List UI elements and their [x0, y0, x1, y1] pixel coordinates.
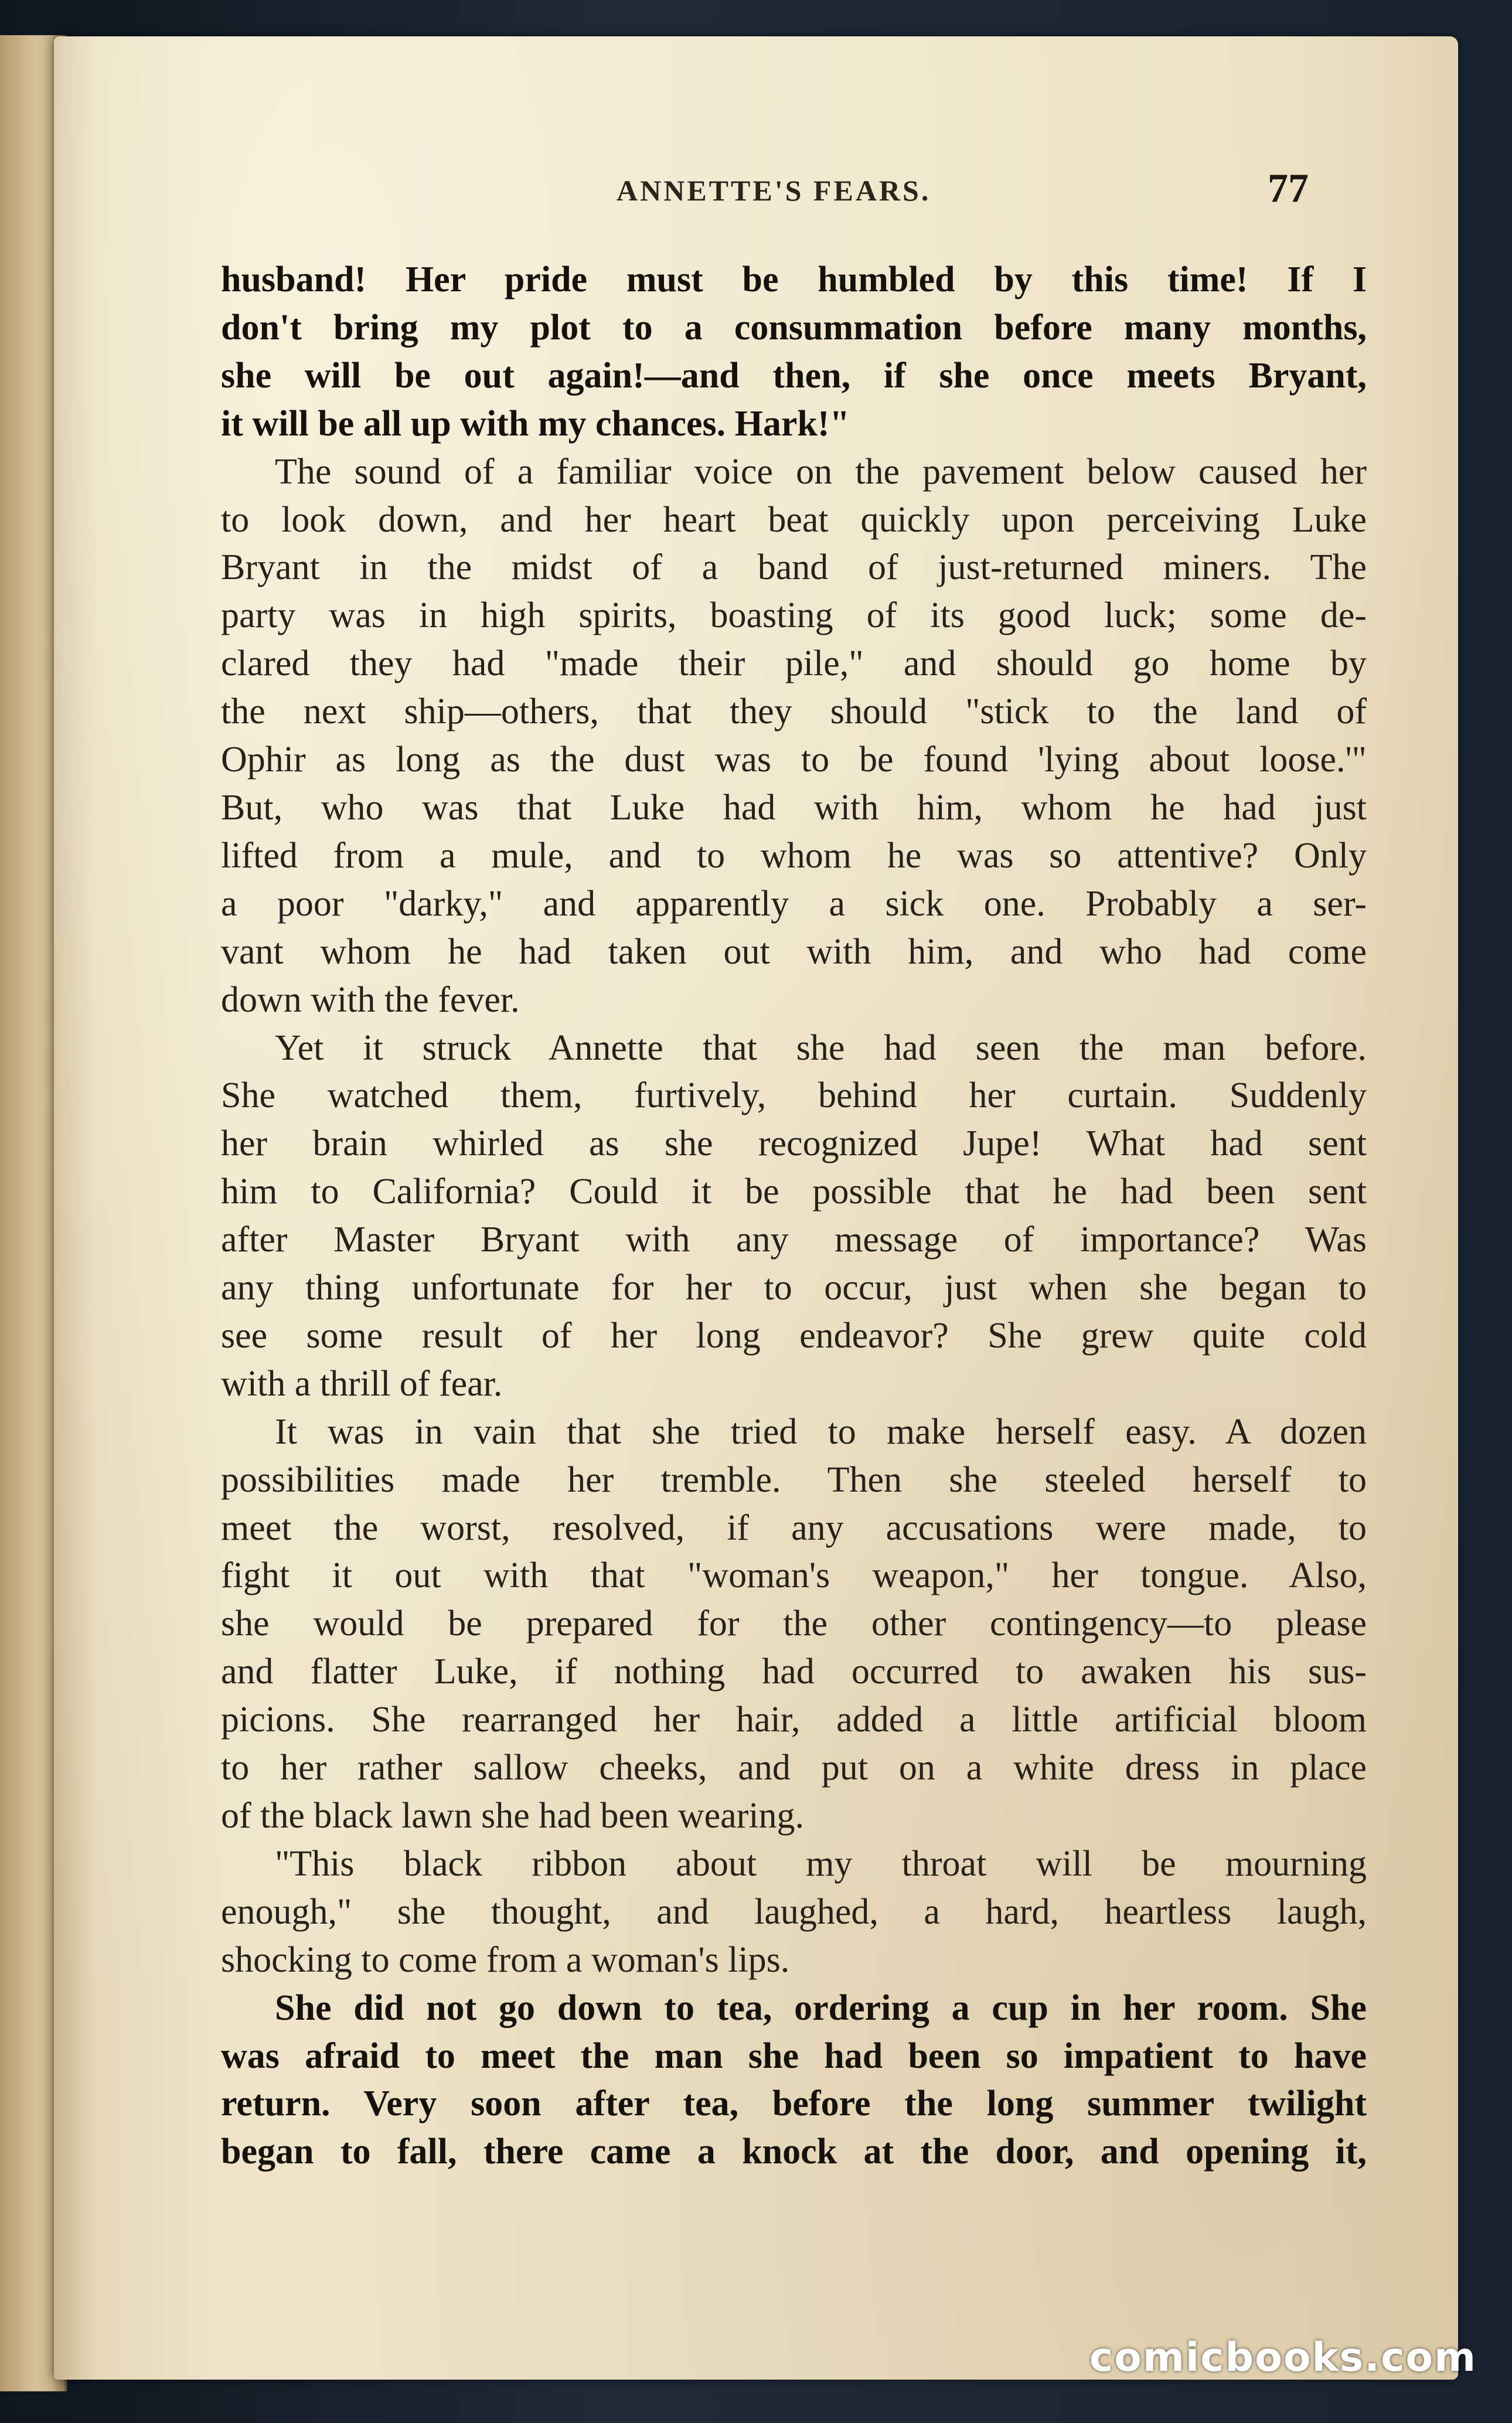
site-watermark: comicbooks.com [1089, 2334, 1477, 2381]
text-line: down with the fever. [221, 979, 520, 1020]
text-line: meet the worst, resolved, if any accusations were made, to [221, 1507, 1367, 1548]
text-line: Ophir as long as the dust was to be found 'lying about loose.'" [221, 740, 1367, 780]
text-line: a poor "darky," and apparently a sick one. Probably a ser- [221, 883, 1367, 924]
text-line: to look down, and her heart beat quickly upon perceiving Luke [221, 499, 1367, 540]
text-line: any thing unfortunate for her to occur, just when she began to [221, 1268, 1367, 1308]
text-line: the next ship—others, that they should "stick to the land of [221, 692, 1367, 732]
text-line: picions. She rearranged her hair, added a little artificial bloom [221, 1700, 1367, 1740]
text-line: her brain whirled as she recognized Jupe! What had sent [221, 1124, 1367, 1164]
text-line: husband! Her pride must be humbled by this time! If I [221, 260, 1367, 300]
text-line: "This black ribbon about my throat will be mourning [275, 1843, 1367, 1884]
text-line: possibilities made her tremble. Then she steeled herself to [221, 1459, 1367, 1500]
text-line: It was in vain that she tried to make herself easy. A dozen [275, 1411, 1367, 1452]
running-head-title: ANNETTE'S FEARS. [617, 174, 931, 207]
text-line: enough," she thought, and laughed, a hard, heartless laugh, [221, 1891, 1367, 1932]
book-page [54, 36, 1458, 2380]
text-line: But, who was that Luke had with him, whom he had just [221, 787, 1367, 828]
text-line: after Master Bryant with any message of importance? Was [221, 1220, 1367, 1260]
text-line: of the black lawn she had been wearing. [221, 1796, 805, 1836]
text-line: was afraid to meet the man she had been so impatient to have [221, 2036, 1367, 2076]
text-line: she will be out again!—and then, if she once meets Bryant, [221, 355, 1367, 396]
page-number: 77 [1268, 166, 1309, 211]
text-line: The sound of a familiar voice on the pavement below caused her [275, 451, 1367, 492]
text-line: to her rather sallow cheeks, and put on a white dress in place [221, 1748, 1367, 1788]
text-line: vant whom he had taken out with him, and who had come [221, 931, 1367, 972]
text-line: she would be prepared for the other contingency—to please [221, 1604, 1367, 1644]
text-line: and flatter Luke, if nothing had occurred to awaken his sus- [221, 1652, 1367, 1692]
text-line: return. Very soon after tea, before the long summer twilight [221, 2084, 1367, 2124]
text-line: lifted from a mule, and to whom he was so attentive? Only [221, 835, 1367, 876]
text-line: Bryant in the midst of a band of just-returned miners. The [221, 547, 1367, 588]
text-line: clared they had "made their pile," and should go home by [221, 644, 1367, 684]
text-line: Yet it struck Annette that she had seen the man before. [275, 1027, 1367, 1068]
text-line: don't bring my plot to a consummation before many months, [221, 307, 1367, 348]
text-line: She watched them, furtively, behind her curtain. Suddenly [221, 1076, 1367, 1116]
text-line: She did not go down to tea, ordering a cup in her room. She [275, 1988, 1367, 2028]
body-text [221, 256, 1367, 2176]
text-line: began to fall, there came a knock at the door, and opening it, [221, 2132, 1367, 2172]
running-head [54, 166, 1458, 211]
text-line: shocking to come from a woman's lips. [221, 1939, 790, 1980]
text-line: it will be all up with my chances. Hark!" [221, 403, 850, 444]
text-line: see some result of her long endeavor? She grew quite cold [221, 1315, 1367, 1356]
text-line: with a thrill of fear. [221, 1363, 503, 1404]
text-line: party was in high spirits, boasting of its good luck; some de- [221, 595, 1367, 636]
text-line: him to California? Could it be possible that he had been sent [221, 1172, 1367, 1212]
text-line: fight it out with that "woman's weapon," her tongue. Also, [221, 1556, 1367, 1596]
